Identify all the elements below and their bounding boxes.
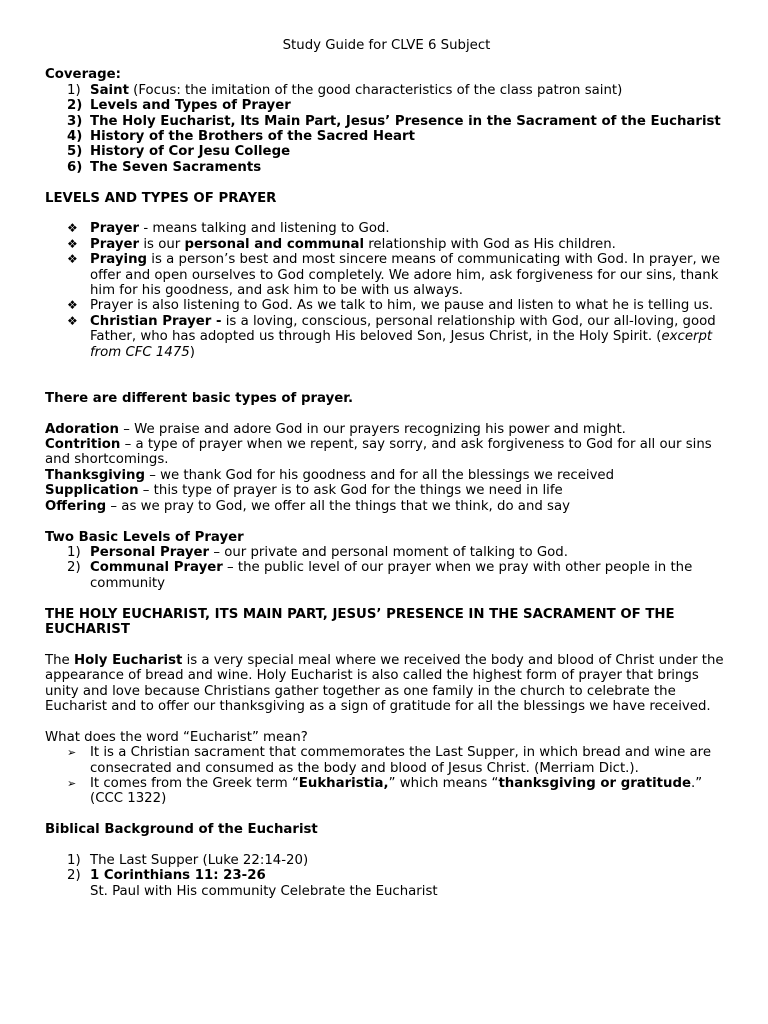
coverage-item: 5) History of Cor Jesu College [67,144,291,160]
coverage-item: 4) History of the Brothers of the Sacred Heart [67,129,415,145]
type-supplication: Supplication – this type of prayer is to ask God for the things we need in life [45,483,563,499]
eucharist-answer: ➢ It comes from the Greek term “Eukharistia,” which means “thanksgiving or gratitude.” (CCC 1322) [67,775,703,807]
level-item: 1) Personal Prayer – our private and personal moment of talking to God. [67,544,568,560]
coverage-item: 2) Levels and Types of Prayer [67,98,291,114]
eucharist-paragraph: The Holy Eucharist is a very special meal where we received the body and blood of Christ under the appearance of bread and wine. Holy Eucharist is also called the highest form of prayer that brings unity and love because Christians gather together as one family in the church to celebrate the Eucharist and to offer our thanksgiving as a sign of gratitude for all the blessings we have received. [45,652,724,714]
prayer-bullet: ❖ Christian Prayer - is a loving, conscious, personal relationship with God, our all-loving, good Father, who has adopted us through His beloved Son, Jesus Christ, in the Holy Spirit. (excerpt from CFC 1475) [67,313,716,360]
levels-list [45,545,728,591]
prayer-bullet: ❖ Praying is a person’s best and most sincere means of communicating with God. In prayer, we offer and open ourselves to God completely. We adore him, ask forgiveness for our sins, thank him for his goodness, and ask him to be with us always. [67,252,720,299]
types-heading: There are different basic types of prayer. [45,390,353,406]
prayer-bullet: ❖ Prayer is also listening to God. As we talk to him, we pause and listen to what he is telling us. [67,298,714,314]
type-adoration: Adoration – We praise and adore God in our prayers recognizing his power and might. [45,421,626,437]
type-offering: Offering – as we pray to God, we offer all the things that we think, do and say [45,498,570,514]
coverage-item: 3) The Holy Eucharist, Its Main Part, Jesus’ Presence in the Sacrament of the Eucharist [67,113,721,129]
level-item: 2) Communal Prayer – the public level of our prayer when we pray with other people in the community [67,560,693,591]
coverage-list [45,83,728,175]
eucharist-heading: THE HOLY EUCHARIST, ITS MAIN PART, JESUS’ PRESENCE IN THE SACRAMENT OF THE EUCHARIST [45,606,675,637]
eucharist-question: What does the word “Eucharist” mean? [45,729,308,745]
arrow-bullet-icon: ➢ [67,746,77,760]
biblical-item: 1) The Last Supper (Luke 22:14-20) [67,852,309,868]
diamond-bullet-icon: ❖ [67,252,78,267]
type-thanksgiving: Thanksgiving – we thank God for his goodness and for all the blessings we received [45,467,615,483]
coverage-item: 1) Saint (Focus: the imitation of the good characteristics of the class patron saint) [67,82,623,98]
prayer-section-heading: LEVELS AND TYPES OF PRAYER [45,190,277,206]
diamond-bullet-icon: ❖ [67,298,78,313]
eucharist-answer: ➢ It is a Christian sacrament that commemorates the Last Supper, in which bread and wine are consecrated and consumed as the body and blood of Jesus Christ. (Merriam Dict.). [67,745,712,776]
levels-heading: Two Basic Levels of Prayer [45,529,244,545]
diamond-bullet-icon: ❖ [67,313,78,328]
biblical-item: 2) 1 Corinthians 11: 23-26 St. Paul with His community Celebrate the Eucharist [67,868,438,899]
type-contrition: Contrition – a type of prayer when we repent, say sorry, and ask forgiveness to God for all our sins and shortcomings. [45,437,712,468]
biblical-heading: Biblical Background of the Eucharist [45,822,318,838]
prayer-bullet-list [45,221,728,360]
arrow-bullet-icon: ➢ [67,776,77,790]
coverage-heading: Coverage: [45,67,121,83]
coverage-item: 6) The Seven Sacraments [67,159,262,175]
diamond-bullet-icon: ❖ [67,236,78,251]
document-title: Study Guide for CLVE 6 Subject [282,38,491,53]
prayer-bullet: ❖ Prayer is our personal and communal relationship with God as His children. [67,236,616,252]
biblical-list [45,853,728,899]
eucharist-answer-list [45,745,728,807]
diamond-bullet-icon: ❖ [67,221,78,236]
prayer-bullet: ❖ Prayer - means talking and listening to God. [67,221,390,237]
